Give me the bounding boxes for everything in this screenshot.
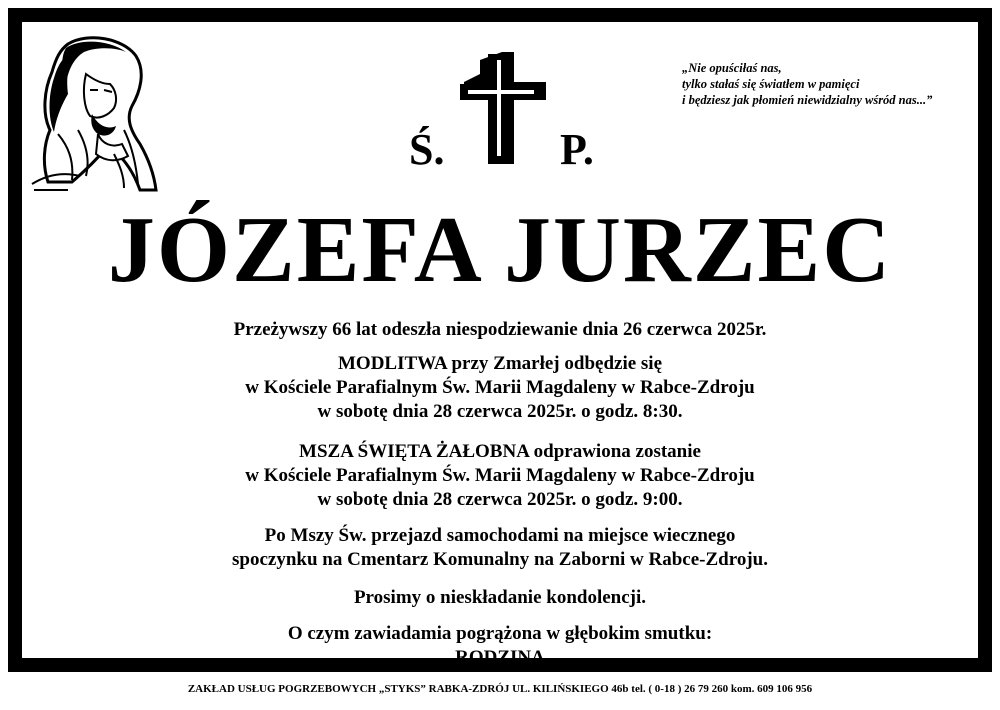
obituary-panel bbox=[22, 22, 978, 668]
deceased-name: JÓZEFA JURZEC bbox=[107, 198, 893, 302]
text-line: w sobotę dnia 28 czerwca 2025r. o godz. 9:00. bbox=[317, 489, 683, 510]
quote-line: i będziesz jak płomień niewidzialny wśród nas...” bbox=[682, 93, 933, 107]
sp-left: Ś. bbox=[409, 125, 445, 174]
text-line: w sobotę dnia 28 czerwca 2025r. o godz. 8:30. bbox=[317, 401, 683, 422]
obituary-frame bbox=[8, 8, 992, 672]
text-line: w Kościele Parafialnym Św. Marii Magdaleny w Rabce-Zdroju bbox=[245, 377, 755, 398]
sp-right: P. bbox=[560, 125, 594, 174]
cross-icon bbox=[458, 52, 558, 167]
text-line: spoczynku na Cmentarz Komunalny na Zaborni w Rabce-Zdroju. bbox=[232, 549, 768, 570]
mass-info bbox=[22, 440, 978, 512]
prayer-info bbox=[22, 352, 978, 424]
text-line: Przeżywszy 66 lat odeszła niespodziewanie dnia 26 czerwca 2025r. bbox=[233, 319, 767, 340]
text-line: Po Mszy Św. przejazd samochodami na miejsce wiecznego bbox=[264, 525, 736, 546]
death-line bbox=[22, 318, 978, 342]
quote-line: „Nie opuściłaś nas, bbox=[682, 61, 782, 75]
text-line: w Kościele Parafialnym Św. Marii Magdaleny w Rabce-Zdroju bbox=[245, 465, 755, 486]
procession-info bbox=[22, 524, 978, 572]
funeral-home-footer: ZAKŁAD USŁUG POGRZEBOWYCH „STYKS” RABKA-ZDRÓJ UL. KILIŃSKIEGO 46b tel. ( 0-18 ) 26 79 260 kom. 609 106 956 bbox=[187, 683, 813, 695]
text-line: Prosimy o nieskładanie kondolencji. bbox=[353, 587, 647, 608]
text-line: O czym zawiadamia pogrążona w głębokim smutku: bbox=[287, 623, 713, 644]
family-notice bbox=[22, 622, 978, 670]
memorial-quote bbox=[682, 60, 982, 108]
text-line: MSZA ŚWIĘTA ŻAŁOBNA odprawiona zostanie bbox=[299, 441, 701, 462]
text-line: MODLITWA przy Zmarłej odbędzie się bbox=[337, 353, 663, 374]
quote-line: tylko stałaś się światłem w pamięci bbox=[682, 77, 860, 91]
condolences-note bbox=[22, 586, 978, 610]
praying-jesus-icon bbox=[28, 34, 158, 194]
family-signature: RODZINA bbox=[455, 647, 545, 668]
